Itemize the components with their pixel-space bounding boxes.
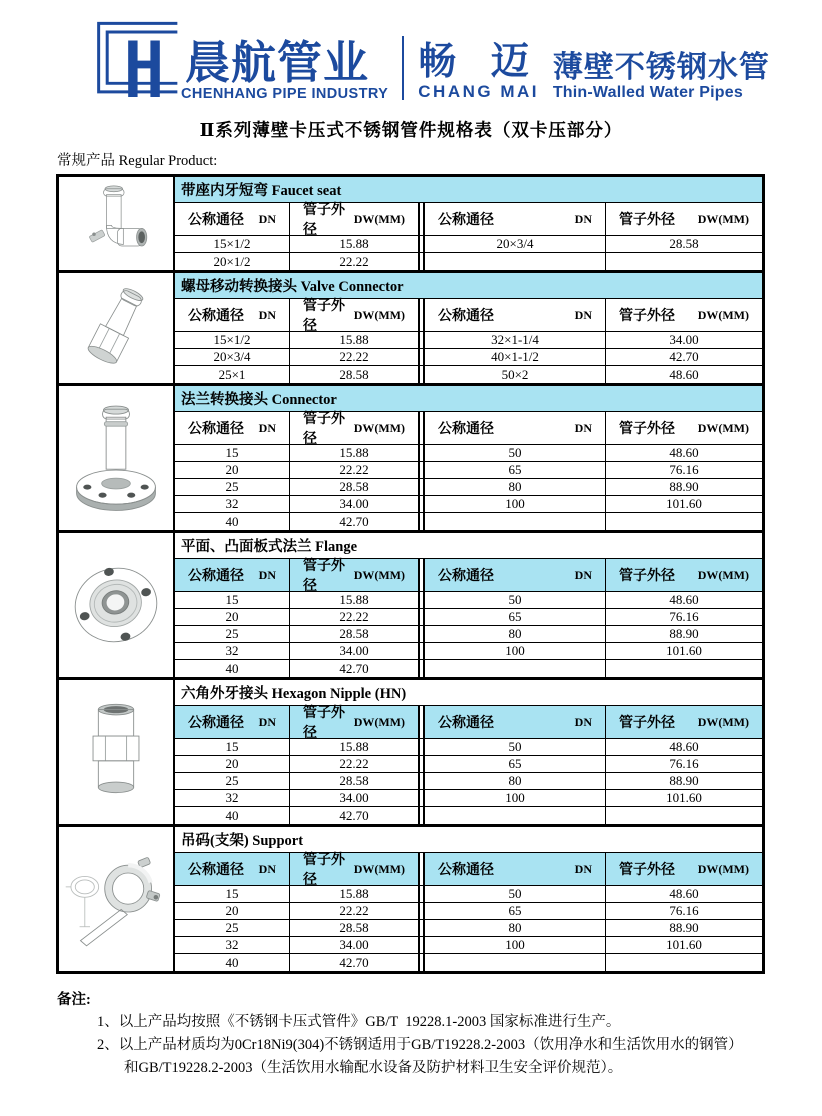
table-cell: 76.16 [605,462,762,478]
table-row [175,332,762,349]
dn-unit: DN [258,567,276,582]
table-cell: 80 [508,773,522,788]
dn-unit: DN [574,307,592,322]
double-line-divider [418,706,425,738]
double-line-divider [418,366,425,383]
chenhang-logo-icon [95,20,181,102]
double-line-divider [418,739,425,755]
dn-label: 公称通径 [188,863,244,878]
table-cell: 50 [508,739,522,754]
table-header-row [175,412,762,445]
dw-label: 管子外径 [619,569,675,584]
product-image-cell [59,386,175,530]
table-cell: 100 [505,790,525,805]
table-cell: 100 [505,643,525,658]
double-line-divider [418,643,425,659]
table-cell: 32 [225,643,239,658]
table-cell: 15 [225,739,239,754]
table-cell: 32 [225,790,239,805]
dn-unit: DN [574,861,592,876]
table-cell: 28.58 [605,236,762,252]
dn-unit: DN [574,211,592,226]
dw-unit: DW(MM) [697,567,749,582]
header-cell-dw-right [605,412,762,444]
table-cell [605,660,762,677]
product-section-body [175,827,762,971]
dw-label: 管子外径 [303,853,345,888]
table-header-row [175,203,762,236]
table-cell: 42.70 [289,513,418,530]
dn-label: 公称通径 [188,309,244,324]
double-line-divider [418,349,425,365]
header-cell-dw-left [289,203,418,238]
product-section [59,177,762,273]
table-cell: 20×3/4 [496,236,534,251]
spec-table [56,174,765,974]
header-cell-dw-right [605,559,762,591]
table-row [175,937,762,954]
double-line-divider [418,626,425,642]
product-section-title: 螺母移动转换接头 Valve Connector [175,273,762,299]
dn-unit: DN [574,420,592,435]
table-cell: 88.90 [605,479,762,495]
table-cell: 80 [508,920,522,935]
dw-label: 管子外径 [619,716,675,731]
table-cell [605,807,762,824]
table-cell: 40 [225,660,239,676]
table-cell: 40 [225,513,239,529]
table-cell: 32 [225,937,239,952]
table-cell: 65 [508,903,522,918]
double-line-divider [418,479,425,495]
product-section-body [175,533,762,677]
table-cell: 22.22 [289,253,418,270]
table-cell: 34.00 [605,332,762,348]
table-row [175,954,762,971]
brand-name-cn: 畅 迈 [418,41,541,84]
product-section-title: 法兰转换接头 Connector [175,386,762,412]
dw-unit: DW(MM) [697,420,749,435]
table-cell: 28.58 [289,479,418,495]
table-row [175,886,762,903]
table-rows [175,236,762,270]
header-cell-dw-left [289,706,418,741]
table-row [175,366,762,383]
table-cell: 76.16 [605,756,762,772]
dw-unit: DW(MM) [353,714,405,729]
table-header-row [175,853,762,886]
product-image-cell [59,273,175,383]
hexagon-nipple-photo [70,699,162,805]
table-cell: 40×1-1/2 [491,349,539,364]
double-line-divider [418,773,425,789]
double-line-divider [418,412,425,444]
table-cell [605,253,762,270]
table-cell: 80 [508,479,522,494]
flange-plate-photo [67,556,165,654]
product-section-title: 带座内牙短弯 Faucet seat [175,177,762,203]
table-cell: 15.88 [289,592,418,608]
table-rows [175,739,762,824]
note-line: 和GB/T19228.2-2003（生活饮用水输配水设备及防护材料卫生安全评价规范）。 [124,1060,623,1077]
header-cell-dw-left [289,412,418,447]
dw-label: 管子外径 [619,422,675,437]
header-cell-dw-right [605,203,762,235]
table-cell: 15×1/2 [213,332,251,347]
product-section-body [175,386,762,530]
table-row [175,903,762,920]
dw-label: 管子外径 [303,706,345,741]
table-cell: 32 [225,496,239,511]
note-lines [57,1011,822,1081]
header-cell-dn-left [175,203,289,235]
dn-unit: DN [258,307,276,322]
dw-unit: DW(MM) [353,861,405,876]
table-cell: 34.00 [289,643,418,659]
dw-unit: DW(MM) [353,420,405,435]
table-row [175,626,762,643]
product-image-cell [59,827,175,971]
table-cell: 76.16 [605,609,762,625]
table-cell: 20 [225,462,239,477]
header-cell-dw-right [605,853,762,885]
double-line-divider [418,937,425,953]
header-cell-dn-right [425,412,605,444]
table-cell: 65 [508,756,522,771]
table-row [175,609,762,626]
dw-label: 管子外径 [619,213,675,228]
table-cell: 34.00 [289,937,418,953]
header-cell-dn-left [175,299,289,331]
double-line-divider [418,253,425,270]
table-cell: 22.22 [289,903,418,919]
header-cell-dn-right [425,559,605,591]
table-cell: 22.22 [289,756,418,772]
product-line-cn: 薄壁不锈钢水管 [552,51,770,85]
dw-unit: DW(MM) [697,211,749,226]
dn-label: 公称通径 [438,569,494,584]
table-cell: 34.00 [289,790,418,806]
notes-section [57,988,822,1081]
header-cell-dn-right [425,706,605,738]
table-cell [425,513,605,530]
valve-connector-photo [68,278,164,378]
table-row [175,349,762,366]
table-cell: 100 [505,496,525,511]
header-cell-dn-right [425,203,605,235]
company-name-block [181,37,389,102]
double-line-divider [418,445,425,461]
table-header-row [175,706,762,739]
header-cell-dn-right [425,853,605,885]
product-section-body [175,177,762,270]
dw-label: 管子外径 [619,309,675,324]
table-cell: 20 [225,609,239,624]
dw-unit: DW(MM) [697,307,749,322]
logo-row [95,20,822,102]
table-rows [175,332,762,383]
table-cell: 88.90 [605,626,762,642]
table-rows [175,592,762,677]
table-cell: 101.60 [605,790,762,806]
table-cell: 80 [508,626,522,641]
table-cell: 15.88 [289,332,418,348]
brand-header [0,20,822,170]
note-line: 2、以上产品材质均为0Cr18Ni9(304)不锈钢适用于GB/T19228.2-2003（饮用净水和生活饮用水的钢管） [97,1037,743,1054]
flange-connector-photo [66,402,166,514]
table-cell: 20 [225,903,239,918]
header-cell-dn-left [175,559,289,591]
table-cell: 88.90 [605,773,762,789]
table-cell: 28.58 [289,920,418,936]
product-line-en: Thin-Walled Water Pipes [552,84,743,101]
table-header-row [175,559,762,592]
product-image-cell [59,680,175,824]
double-line-divider [418,299,425,331]
dn-label: 公称通径 [188,422,244,437]
table-cell: 20×3/4 [213,349,251,364]
table-row [175,807,762,824]
table-row [175,479,762,496]
brand-name-block [418,43,541,102]
table-cell: 50 [508,445,522,460]
table-cell: 15.88 [289,739,418,755]
product-section-title: 六角外牙接头 Hexagon Nipple (HN) [175,680,762,706]
table-row [175,756,762,773]
table-cell [605,954,762,971]
table-cell: 15.88 [289,236,418,252]
brand-divider [402,36,404,100]
dn-label: 公称通径 [188,716,244,731]
table-cell: 20×1/2 [213,253,251,269]
table-cell: 32×1-1/4 [491,332,539,347]
table-row [175,739,762,756]
header-cell-dw-left [289,299,418,334]
double-line-divider [418,592,425,608]
dn-label: 公称通径 [438,309,494,324]
table-cell: 22.22 [289,609,418,625]
header-cell-dn-right [425,299,605,331]
dn-label: 公称通径 [438,716,494,731]
table-row [175,513,762,530]
double-line-divider [418,756,425,772]
table-cell [425,807,605,824]
table-cell: 48.60 [605,886,762,902]
header-cell-dw-right [605,299,762,331]
table-cell: 25 [225,479,239,494]
table-cell: 50 [508,592,522,607]
note-line: 1、以上产品均按照《不锈钢卡压式管件》GB/T 19228.1-2003 国家标准进行生产。 [97,1014,621,1030]
table-row [175,253,762,270]
header-cell-dn-left [175,706,289,738]
table-cell: 42.70 [289,660,418,677]
table-cell: 22.22 [289,462,418,478]
dw-unit: DW(MM) [697,861,749,876]
dw-label: 管子外径 [303,412,345,447]
faucet-seat-photo [68,180,164,268]
header-cell-dw-left [289,853,418,888]
table-cell: 65 [508,609,522,624]
table-header-row [175,299,762,332]
document-title: Ⅱ系列薄壁卡压式不锈钢管件规格表（双卡压部分） [199,120,623,140]
table-cell [425,660,605,677]
double-line-divider [418,853,425,885]
product-section-title: 平面、凸面板式法兰 Flange [175,533,762,559]
dn-unit: DN [574,714,592,729]
product-section-title: 吊码(支架) Support [175,827,762,853]
product-section [59,386,762,533]
product-section [59,273,762,386]
table-row [175,790,762,807]
table-cell: 15 [225,445,239,460]
double-line-divider [418,203,425,235]
header-cell-dw-left [289,559,418,594]
dn-unit: DN [258,211,276,226]
double-line-divider [418,903,425,919]
table-row [175,920,762,937]
table-cell: 20 [225,756,239,771]
table-row [175,643,762,660]
table-cell [425,954,605,971]
dw-unit: DW(MM) [697,714,749,729]
header-cell-dn-left [175,853,289,885]
product-section-body [175,680,762,824]
table-row [175,462,762,479]
header-cell-dw-right [605,706,762,738]
table-rows [175,886,762,971]
table-cell: 40 [225,954,239,970]
table-cell: 25 [225,773,239,788]
table-cell: 28.58 [289,773,418,789]
table-cell: 25×1 [218,366,246,382]
table-cell: 48.60 [605,739,762,755]
dw-unit: DW(MM) [353,307,405,322]
table-cell: 25 [225,920,239,935]
dw-label: 管子外径 [303,203,345,238]
product-section [59,680,762,827]
double-line-divider [418,790,425,806]
dn-unit: DN [258,714,276,729]
double-line-divider [418,462,425,478]
table-cell: 42.70 [605,349,762,365]
double-line-divider [418,807,425,824]
table-cell: 100 [505,937,525,952]
double-line-divider [418,332,425,348]
double-line-divider [418,886,425,902]
table-row [175,445,762,462]
dw-label: 管子外径 [303,299,345,334]
table-cell: 88.90 [605,920,762,936]
product-section [59,827,762,971]
dw-unit: DW(MM) [353,567,405,582]
dn-label: 公称通径 [188,569,244,584]
table-cell: 22.22 [289,349,418,365]
table-cell: 28.58 [289,626,418,642]
table-cell: 34.00 [289,496,418,512]
double-line-divider [418,513,425,530]
table-row [175,496,762,513]
company-name-cn: 晨航管业 [185,37,370,89]
double-line-divider [418,236,425,252]
document-subtitle: 常规产品 Regular Product: [57,153,218,169]
table-cell: 101.60 [605,643,762,659]
table-cell: 101.60 [605,496,762,512]
dn-label: 公称通径 [438,863,494,878]
table-cell [605,513,762,530]
table-cell: 50 [508,886,522,901]
table-cell: 15.88 [289,886,418,902]
table-cell: 76.16 [605,903,762,919]
product-section [59,533,762,680]
product-line-block [553,53,770,102]
double-line-divider [418,954,425,971]
dw-unit: DW(MM) [353,211,405,226]
table-cell: 28.58 [289,366,418,383]
table-row [175,592,762,609]
table-cell: 42.70 [289,954,418,971]
double-line-divider [418,559,425,591]
product-image-cell [59,177,175,270]
dw-label: 管子外径 [619,863,675,878]
table-cell: 15 [225,592,239,607]
double-line-divider [418,609,425,625]
brand-name-en: CHANG MAI [418,82,539,101]
dn-label: 公称通径 [438,213,494,228]
table-cell: 48.60 [605,592,762,608]
table-cell: 101.60 [605,937,762,953]
notes-label: 备注: [57,992,91,1008]
table-cell: 42.70 [289,807,418,824]
dn-label: 公称通径 [438,422,494,437]
table-cell: 40 [225,807,239,823]
double-line-divider [418,496,425,512]
table-cell: 65 [508,462,522,477]
table-cell: 15×1/2 [213,236,251,251]
table-rows [175,445,762,530]
dn-unit: DN [258,861,276,876]
company-name-en: CHENHANG PIPE INDUSTRY [181,86,389,102]
dn-unit: DN [574,567,592,582]
header-cell-dn-left [175,412,289,444]
double-line-divider [418,920,425,936]
dn-unit: DN [258,420,276,435]
table-row [175,660,762,677]
table-row [175,236,762,253]
table-cell: 48.60 [605,366,762,383]
dn-label: 公称通径 [188,213,244,228]
table-cell: 15 [225,886,239,901]
table-cell [425,253,605,270]
table-cell: 50×2 [501,366,529,382]
support-clamp-photo [64,847,168,951]
product-image-cell [59,533,175,677]
product-section-body [175,273,762,383]
table-row [175,773,762,790]
double-line-divider [418,660,425,677]
table-cell: 48.60 [605,445,762,461]
dw-label: 管子外径 [303,559,345,594]
table-cell: 25 [225,626,239,641]
table-cell: 15.88 [289,445,418,461]
